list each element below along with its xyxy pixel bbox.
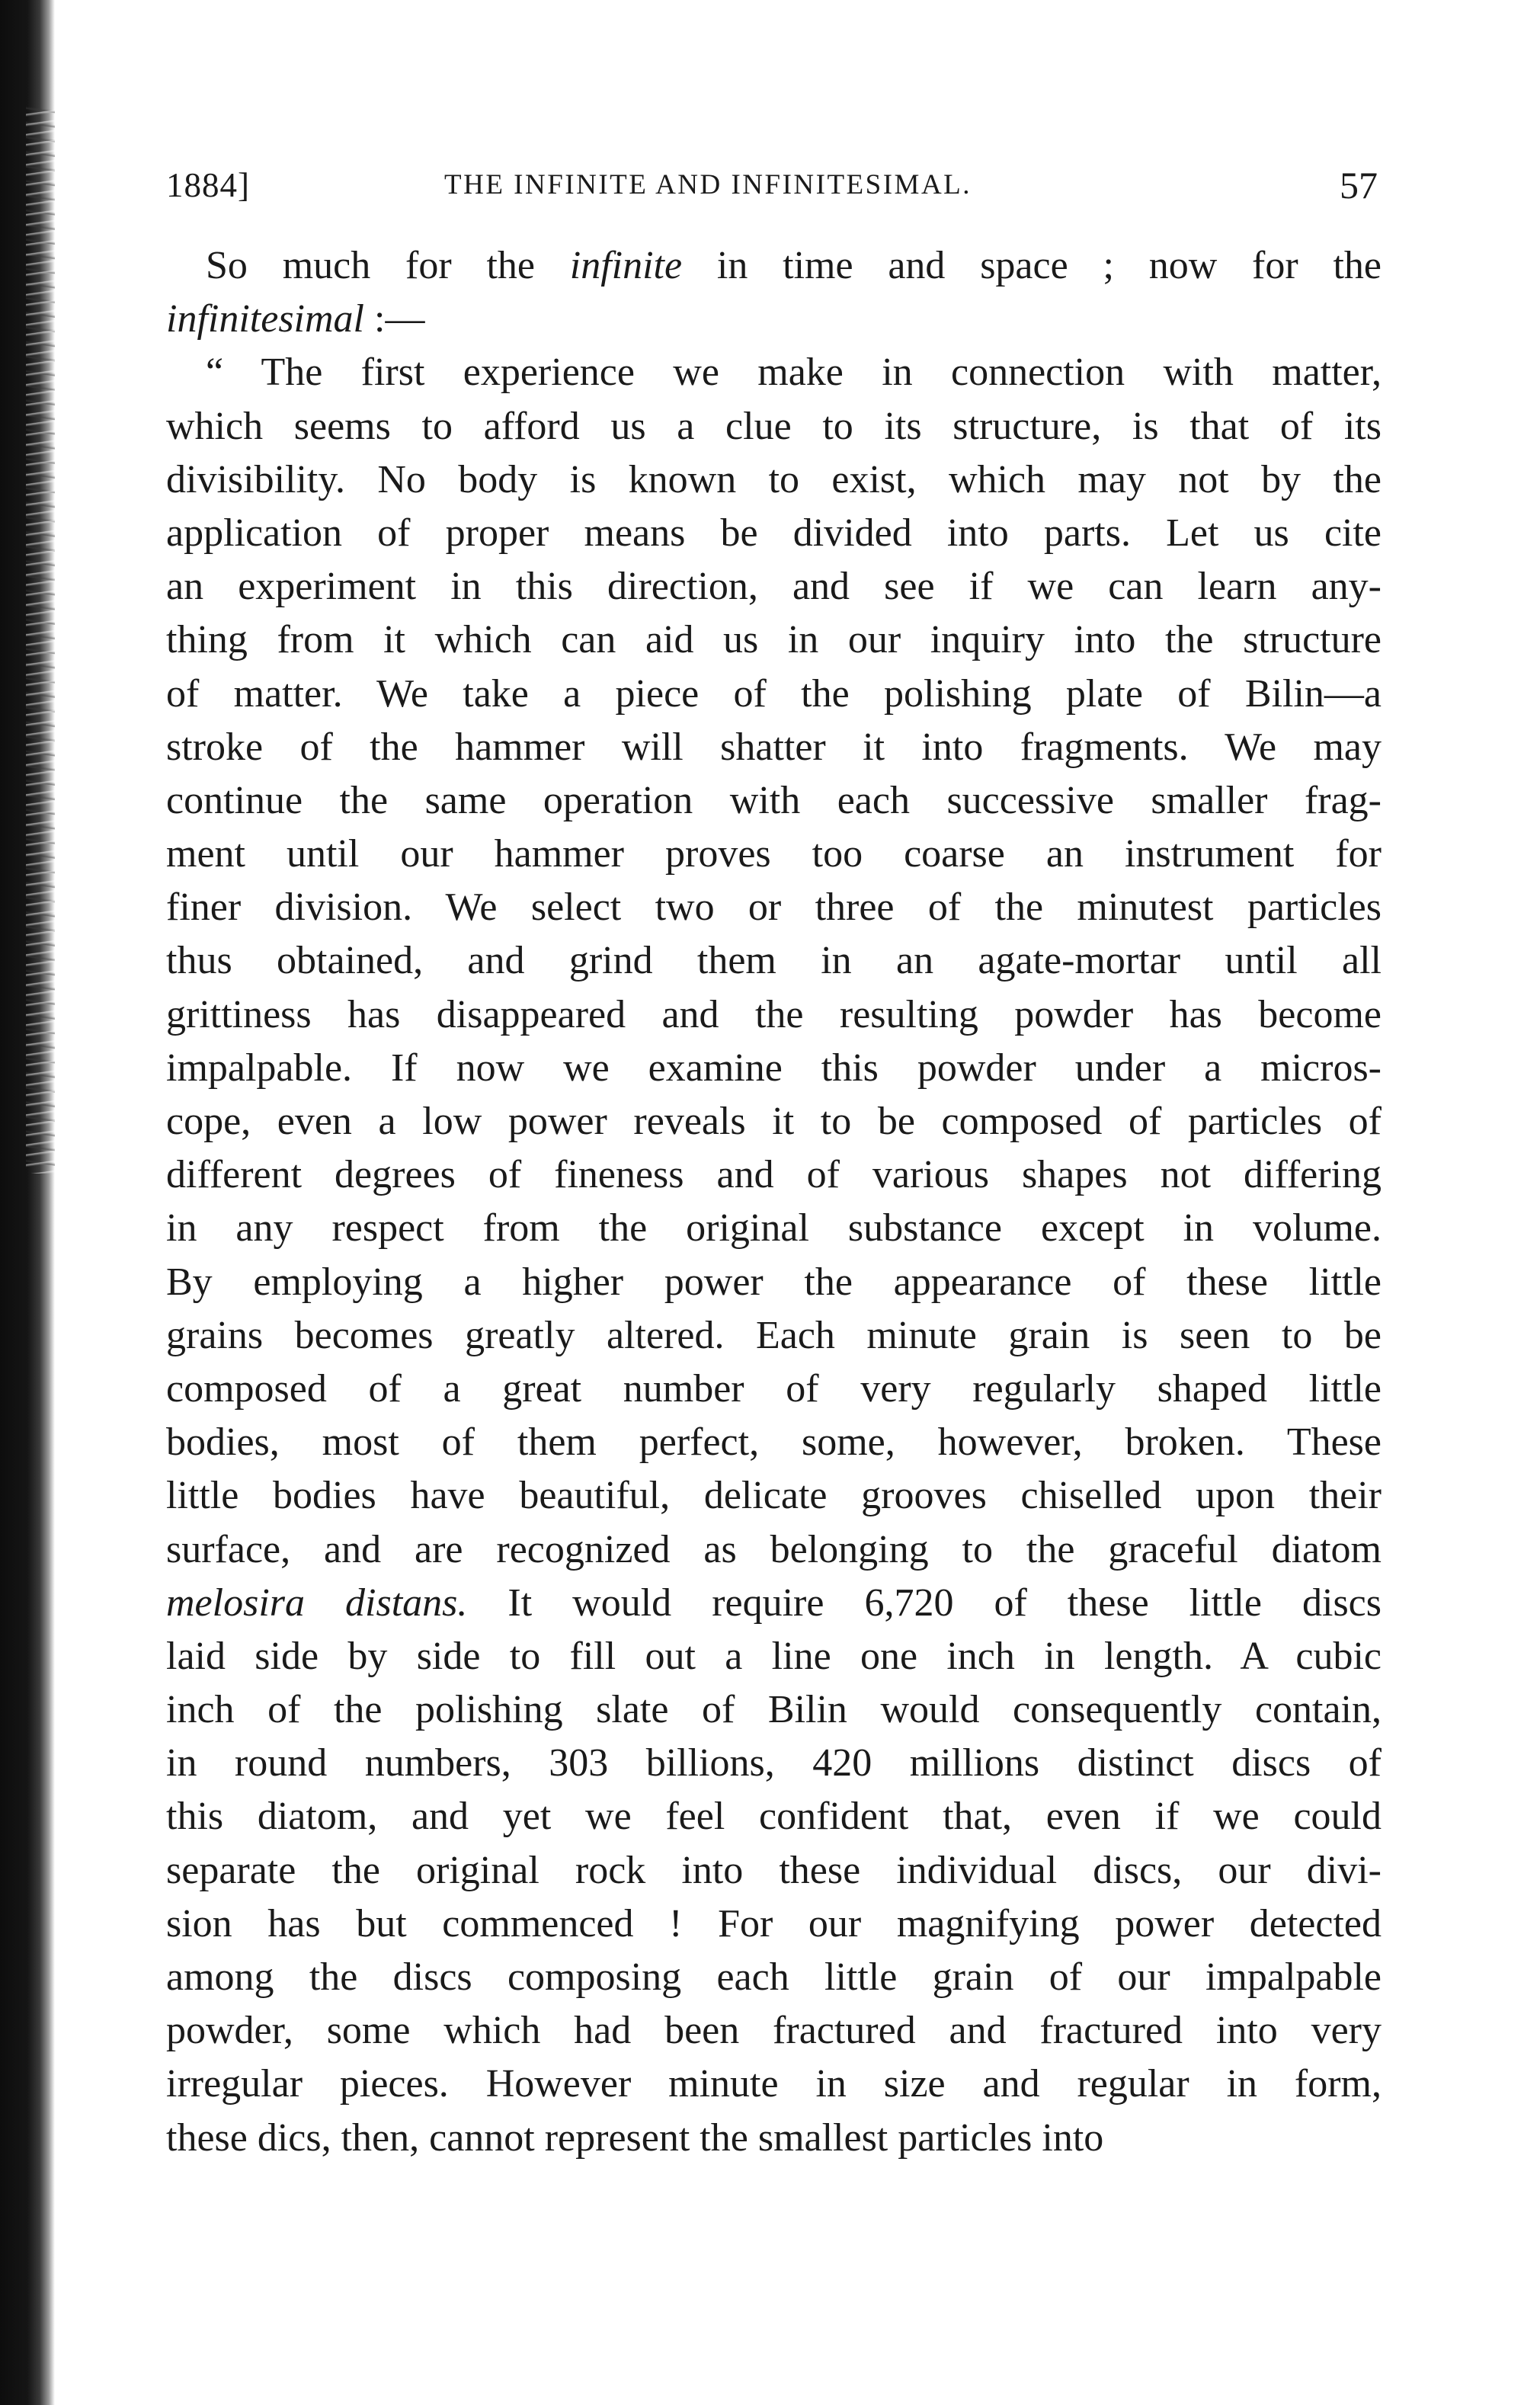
text-line: in any respect from the original substance except in volume.: [166, 1206, 1382, 1251]
page-number: 57: [1340, 164, 1378, 207]
text-line: composed of a great number of very regularly shaped little: [166, 1366, 1382, 1411]
text-line: bodies, most of them perfect, some, however, broken. These: [166, 1420, 1382, 1465]
text-line: impalpable. If now we examine this powder under a micros-: [166, 1046, 1382, 1090]
text-line: inch of the polishing slate of Bilin would consequently contain,: [166, 1688, 1382, 1732]
text-line: infinitesimal :—: [166, 297, 425, 341]
text-line: grittiness has disappeared and the resulting powder has become: [166, 992, 1382, 1036]
text-line: sion has but commenced ! For our magnifying power detected: [166, 1901, 1382, 1945]
text-line: little bodies have beautiful, delicate grooves chiselled upon their: [166, 1474, 1382, 1518]
text-line: of matter. We take a piece of the polishing plate of Bilin—a: [166, 671, 1382, 716]
text-line: this diatom, and yet we feel confident that, even if we could: [166, 1795, 1382, 1839]
body-text: [166, 239, 1382, 2165]
text-line: thing from it which can aid us in our inquiry into the structure: [166, 618, 1382, 662]
text-line: surface, and are recognized as belonging to the graceful diatom: [166, 1527, 1382, 1571]
binding-speckle: [26, 107, 55, 1174]
text-line: ment until our hammer proves too coarse an instrument for: [166, 832, 1382, 876]
text-line: different degrees of fineness and of various shapes not differing: [166, 1153, 1382, 1197]
text-line: an experiment in this direction, and see if we can learn any-: [166, 565, 1382, 609]
text-line: in round numbers, 303 billions, 420 millions distinct discs of: [166, 1741, 1382, 1785]
text-line: So much for the infinite in time and space ; now for the: [206, 244, 1382, 287]
text-line: divisibility. No body is known to exist, which may not by the: [166, 457, 1382, 501]
text-line: separate the original rock into these individual discs, our divi-: [166, 1848, 1382, 1892]
running-header: [166, 159, 1378, 212]
text-line: among the discs composing each little grain of our impalpable: [166, 1955, 1382, 1999]
text-line: continue the same operation with each successive smaller frag-: [166, 778, 1382, 822]
text-line: thus obtained, and grind them in an agate-mortar until all: [166, 939, 1382, 983]
text-line: stroke of the hammer will shatter it into fragments. We may: [166, 725, 1382, 769]
text-line: grains becomes greatly altered. Each minute grain is seen to be: [166, 1313, 1382, 1357]
text-line: “ The first experience we make in connection with matter,: [206, 351, 1382, 395]
text-line: these dics, then, cannot represent the smallest particles into: [166, 2115, 1104, 2160]
header-year: 1884]: [166, 166, 250, 204]
text-line: melosira distans. It would require 6,720 of these little discs: [166, 1580, 1382, 1625]
text-line: application of proper means be divided into parts. Let us cite: [166, 511, 1382, 555]
text-line: laid side by side to fill out a line one inch in length. A cubic: [166, 1634, 1382, 1678]
text-line: powder, some which had been fractured and fractured into very: [166, 2009, 1382, 2053]
text-line: irregular pieces. However minute in size and regular in form,: [166, 2062, 1382, 2106]
header-title: THE INFINITE AND INFINITESIMAL.: [444, 169, 972, 200]
text-line: which seems to afford us a clue to its structure, is that of its: [166, 404, 1382, 448]
text-line: By employing a higher power the appearance of these little: [166, 1260, 1382, 1304]
text-line: cope, even a low power reveals it to be composed of particles of: [166, 1100, 1382, 1143]
text-line: finer division. We select two or three of the minutest particles: [166, 885, 1382, 930]
